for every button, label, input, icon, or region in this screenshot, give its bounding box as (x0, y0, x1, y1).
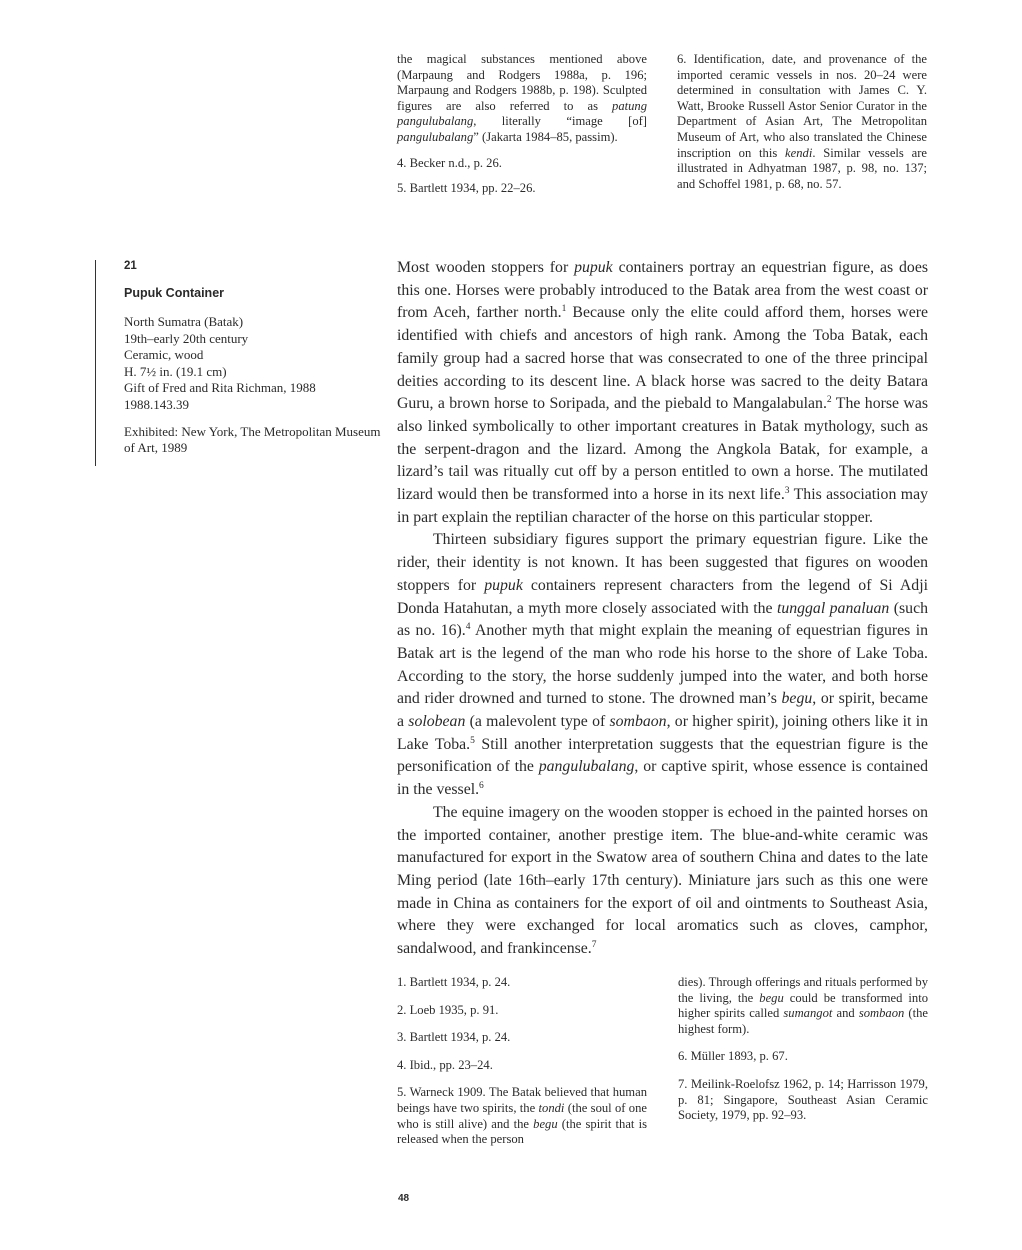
entry-date: 19th–early 20th century (124, 330, 249, 346)
endnote-2: 2. Loeb 1935, p. 91. (397, 1002, 499, 1017)
note-5: 5. Bartlett 1934, pp. 22–26. (397, 181, 536, 196)
entry-exhibited: Exhibited: New York, The Metropolitan Museum of Art, 1989 (124, 423, 381, 456)
note-3-continued: the magical substances mentioned above (Marpaung and Rodgers 1988a, p. 196; Marpaung and Rodgers 1988b, p. 198). Sculpted figures are also referred to as patung pangulubalang, literally “image [of] pangulubalang” (Jakarta 1984–85, passim). (397, 52, 647, 144)
note-6: 6. Identification, date, and provenance of the imported ceramic vessels in nos. 20–24 were determined in consultation with James C. Y. Watt, Brooke Russell Astor Senior Curator in the Department of Asian Art, The Metropolitan Museum of Art, who also translated the Chinese inscription on this kendi. Similar vessels are illustrated in Adhyatman 1987, p. 98, no. 137; and Schoffel 1981, p. 68, no. 57. (677, 52, 927, 191)
continued-notes-left (397, 52, 647, 207)
endnote-3: 3. Bartlett 1934, p. 24. (397, 1030, 511, 1045)
entry-origin: North Sumatra (Batak) (124, 314, 244, 329)
continued-notes (397, 52, 927, 207)
endnote-7: 7. Meilink-Roelofsz 1962, p. 14; Harrisson 1979, p. 81; Singapore, Southeast Asian Ceramic Society, 1979, pp. 92–93. (678, 1076, 928, 1123)
entry-credit: Gift of Fred and Rita Richman, 1988 (124, 380, 316, 396)
body-paragraph-1: Most wooden stoppers for pupuk containers portray an equestrian figure, as does this one. Horses were probably introduced to the Batak area from the west coast or from Aceh, farther north.$^1$ Because only the elite could afford them, horses were identified with chiefs and ancestors of high rank. Among the Toba Batak, each family group had a sacred horse that was consecrated to one of the three principal deities according to its descent line. A black horse was sacred to the deity Batara Guru, a brown horse to Soripada, and the piebald to Mangalabulan.$^2$ The horse was also linked symbolically to other important creatures in Batak mythology, such as the serpent-dragon and the lizard. Among the Angkola Batak, for example, a lizard’s tail was ritually cut off by a person entitled to own a horse. The mutilated lizard would then be transformed into a horse in its next life.$^3$ This association may in part explain the reptilian character of the horse on this particular stopper. (397, 259, 929, 526)
body-paragraph-2: Thirteen subsidiary figures support the primary equestrian figure. Like the rider, their identity is not known. It has been suggested that figures on wooden stoppers for pupuk containers represent characters from the legend of Si Adji Donda Hatahutan, a myth more closely associated with the tunggal panaluan (such as no. 16).$^4$ Another myth that might explain the meaning of equestrian figures in Batak art is the legend of the man who rode his horse to the shore of Lake Toba. According to the story, the horse suddenly jumped into the water, and both horse and rider drowned and turned to stone. The drowned man’s begu, or spirit, became a solobean (a malevolent type of sombaon, or higher spirit), joining others like it in Lake Toba.$^5$ Still another interpretation suggests that the equestrian figure is the personification of the pangulubalang, or captive spirit, whose essence is contained in the vessel.$^6$ (397, 531, 929, 799)
endnote-6: 6. Müller 1893, p. 67. (678, 1049, 788, 1064)
entry-accession: 1988.143.39 (124, 396, 189, 412)
note-4: 4. Becker n.d., p. 26. (397, 155, 502, 170)
page-number: 48 (398, 1193, 410, 1204)
endnote-4: 4. Ibid., pp. 23–24. (397, 1057, 493, 1072)
continued-notes-right (677, 52, 927, 207)
endnote-5-continued: dies). Through offerings and rituals performed by the living, the begu could be transformed into higher spirits called sumangot and sombaon (the highest form). (678, 975, 928, 1036)
essay-body (397, 257, 928, 961)
entry-dimensions: H. 7½ in. (19.1 cm) (124, 363, 227, 379)
catalog-entry (95, 260, 384, 466)
endnote-1: 1. Bartlett 1934, p. 24. (397, 975, 511, 989)
body-paragraph-3: The equine imagery on the wooden stopper is echoed in the painted horses on the imported container, another prestige item. The blue-and-white ceramic was manufactured for export in the Swatow area of southern China and dates to the late Ming period (late 16th–early 17th century). Miniature jars such as this one were made in China as containers for the export of oil and ointments to Southeast Asia, where they were exchanged for local aromatics such as cloves, camphor, sandalwood, and frankincense.$^7$ (397, 803, 928, 958)
endnotes-left (397, 975, 647, 1160)
endnotes-right (678, 975, 928, 1160)
entry-details (124, 314, 384, 414)
entry-title: Pupuk Container (124, 286, 225, 300)
entry-number: 21 (124, 260, 137, 272)
entry-medium: Ceramic, wood (124, 347, 204, 363)
endnotes (397, 975, 928, 1160)
endnote-5: 5. Warneck 1909. The Batak believed that human beings have two spirits, the tondi (the soul of one who is still alive) and the begu (the spirit that is released when the person (397, 1085, 647, 1147)
